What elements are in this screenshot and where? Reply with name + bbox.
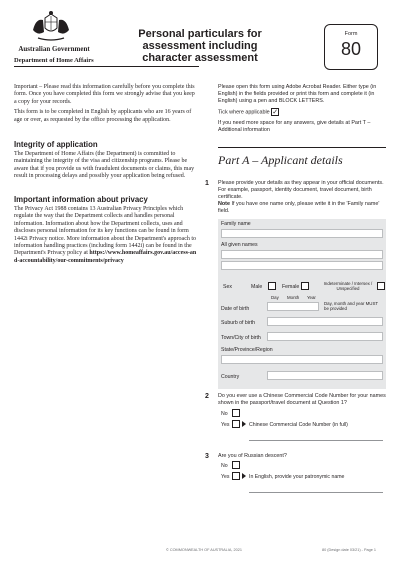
form-label: Form (344, 31, 358, 37)
town-field[interactable] (267, 332, 383, 341)
q3-no-checkbox[interactable] (232, 461, 240, 469)
dob-day-label: Day (271, 295, 279, 300)
q3-no-label: No (221, 463, 228, 469)
q3-yes-checkbox[interactable] (232, 472, 240, 480)
q3-yes-label: Yes (221, 474, 230, 480)
sex-label: Sex (223, 284, 232, 290)
tick-label: Tick where applicable (218, 109, 270, 116)
dob-month-label: Month (287, 295, 300, 300)
q2-no-checkbox[interactable] (232, 409, 240, 417)
privacy-text: The Privacy Act 1988 contains 13 Australian Privacy Principles which regulate the way that the Department collects and handles personal information. Information about how the Department collects, uses and discloses personal information for its key functions can be found in form 1442i Privacy notice. More information about the Department's approach to information handling practices (including form 1442i) can be found in the Department's Privacy policy at (14, 206, 197, 257)
dob-field[interactable] (267, 302, 319, 311)
dob-note: Day, month and year MUST be provided (324, 301, 379, 311)
tick-example-checkbox: ✓ (272, 109, 279, 116)
dob-label: Date of birth (221, 306, 250, 312)
q2-no-label: No (221, 411, 228, 417)
sex-indeterminate-label: Indeterminate / Intersex / Unspecified (323, 281, 373, 291)
arrow-right-icon (242, 473, 246, 479)
question-number: 1 (205, 180, 209, 187)
form-title: Personal particulars for assessment including character assessment (138, 28, 262, 64)
given-names-field-1[interactable] (221, 250, 383, 259)
question-2-text: Do you ever use a Chinese Commercial Code Number for your names shown in the passport/travel document at Question 1? (218, 393, 386, 406)
country-label: Country (221, 374, 240, 380)
state-field[interactable] (221, 355, 383, 364)
question-3-text: Are you of Russian descent? (218, 453, 287, 459)
country-field[interactable] (267, 371, 383, 380)
given-names-field-2[interactable] (221, 261, 383, 270)
integrity-text: The Department of Home Affairs (the Department) is committed to maintaining the integrity of the visa and citizenship programs. Please be aware that if you provide us with fraudulent documents or claims, this may result in processing delays and possibly your application being refused. (14, 151, 195, 180)
copyright-text: © COMMONWEALTH OF AUSTRALIA, 2021 (166, 548, 242, 552)
state-label: State/Province/Region (221, 347, 273, 353)
part-a-heading: Part A – Applicant details (218, 153, 343, 167)
question-1-text: Please provide your details as they appear in your official documents. For example, passport, identity document, travel document, birth certificate. (218, 180, 384, 200)
department-name: Department of Home Affairs (14, 57, 94, 64)
question-number: 3 (205, 453, 209, 460)
note-text: If you have one name only, please write it in the 'Family name' field. (218, 201, 380, 214)
given-names-label: All given names (221, 242, 258, 248)
privacy-section (14, 206, 198, 265)
suburb-field[interactable] (267, 317, 383, 326)
integrity-heading: Integrity of application (14, 140, 98, 149)
page-info: 80 (Design date 03/21) - Page 1 (322, 548, 377, 552)
note-label: Note (218, 201, 230, 207)
part-divider (218, 147, 386, 148)
sex-indeterminate-checkbox[interactable] (377, 282, 385, 290)
privacy-policy-link[interactable]: https://www.homeaffairs.gov.au/access-and-accountability/our-commitments/privacy (14, 250, 197, 264)
suburb-label: Suburb of birth (221, 320, 256, 326)
family-name-field[interactable] (221, 229, 383, 238)
q3-yes-detail: In English, provide your patronymic name (249, 474, 345, 480)
q2-code-field[interactable] (249, 440, 383, 441)
form-number-box (324, 24, 378, 70)
question-1-note (218, 201, 386, 215)
sex-male-checkbox[interactable] (268, 282, 276, 290)
header-divider (14, 66, 199, 67)
q2-yes-label: Yes (221, 422, 230, 428)
sex-male-label: Male (251, 284, 263, 290)
question-number: 2 (205, 393, 209, 400)
town-label: Town/City of birth (221, 335, 261, 341)
privacy-heading: Important information about privacy (14, 195, 148, 204)
q3-patronymic-field[interactable] (249, 492, 383, 493)
form-number: 80 (340, 39, 362, 59)
tick-row (218, 108, 386, 116)
intro-paragraph: This form is to be completed in English by applicants who are 16 years of age or over, as requested by the office processing the application. (14, 109, 192, 123)
q2-yes-detail: Chinese Commercial Code Number (in full) (249, 422, 348, 428)
intro-section (14, 84, 198, 127)
arrow-right-icon (242, 421, 246, 427)
dob-year-label: Year (307, 295, 316, 300)
sex-female-checkbox[interactable] (301, 282, 309, 290)
more-space-note: If you need more space for any answers, give details at Part T – Additional information (218, 120, 371, 133)
instructions-text: Please open this form using Adobe Acrobat Reader. Either type (in English) in the fields provided or print this form and complete it (in English) using a pen and BLOCK LETTERS. (218, 84, 377, 104)
coat-of-arms-icon (28, 10, 74, 44)
sex-female-label: Female (282, 284, 300, 290)
family-name-label: Family name (221, 221, 251, 227)
government-name: Australian Government (18, 45, 90, 53)
intro-paragraph: Important – Please read this information carefully before you complete this form. Once you have completed this form we strongly advise that you keep a copy for your records. (14, 84, 195, 105)
q2-yes-checkbox[interactable] (232, 420, 240, 428)
